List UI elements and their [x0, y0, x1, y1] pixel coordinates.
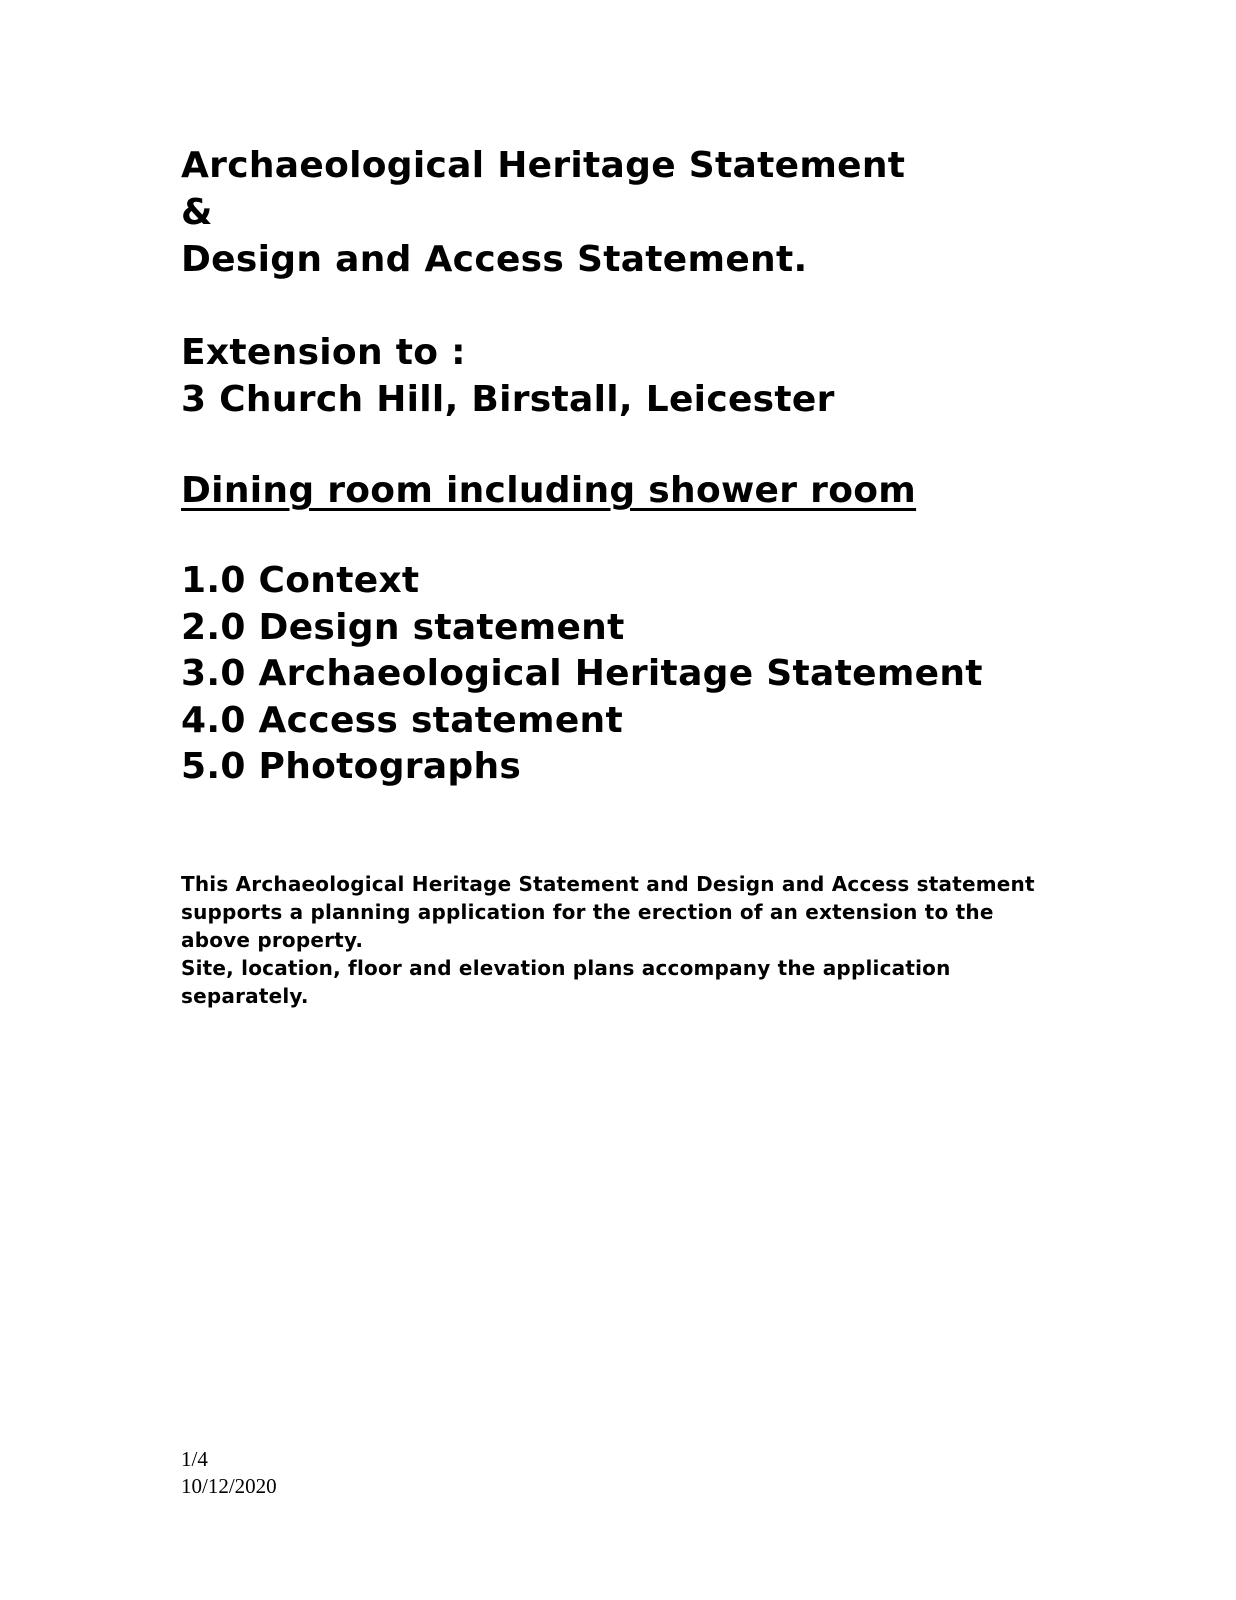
address-line: 3 Church Hill, Birstall, Leicester	[181, 379, 835, 420]
title-line: &	[181, 192, 213, 233]
document-title	[181, 142, 1081, 283]
page-number: 1/4	[181, 1447, 208, 1471]
table-of-contents	[181, 558, 1081, 791]
toc-item: 2.0 Design statement	[181, 606, 625, 648]
title-line: Archaeological Heritage Statement	[181, 145, 906, 186]
toc-item: 1.0 Context	[181, 560, 420, 601]
toc-item: 4.0 Access statement	[181, 699, 623, 741]
section-subheading	[181, 469, 1081, 513]
intro-sentence: Site, location, floor and elevation plans accompany the application separately.	[181, 956, 951, 1008]
address-line: Extension to :	[181, 332, 466, 373]
toc-item: 5.0 Photographs	[181, 746, 522, 787]
toc-item: 3.0 Archaeological Heritage Statement	[181, 653, 983, 694]
page-footer	[181, 1446, 277, 1500]
intro-paragraph	[181, 870, 1061, 1010]
intro-sentence: This Archaeological Heritage Statement and Design and Access statement supports a planning application for the erection of an extension to the above property.	[181, 872, 1035, 952]
document-date: 10/12/2020	[181, 1474, 277, 1498]
subheading-text: Dining room including shower room	[181, 470, 917, 511]
title-line: Design and Access Statement.	[181, 239, 808, 280]
property-address	[181, 329, 1081, 423]
